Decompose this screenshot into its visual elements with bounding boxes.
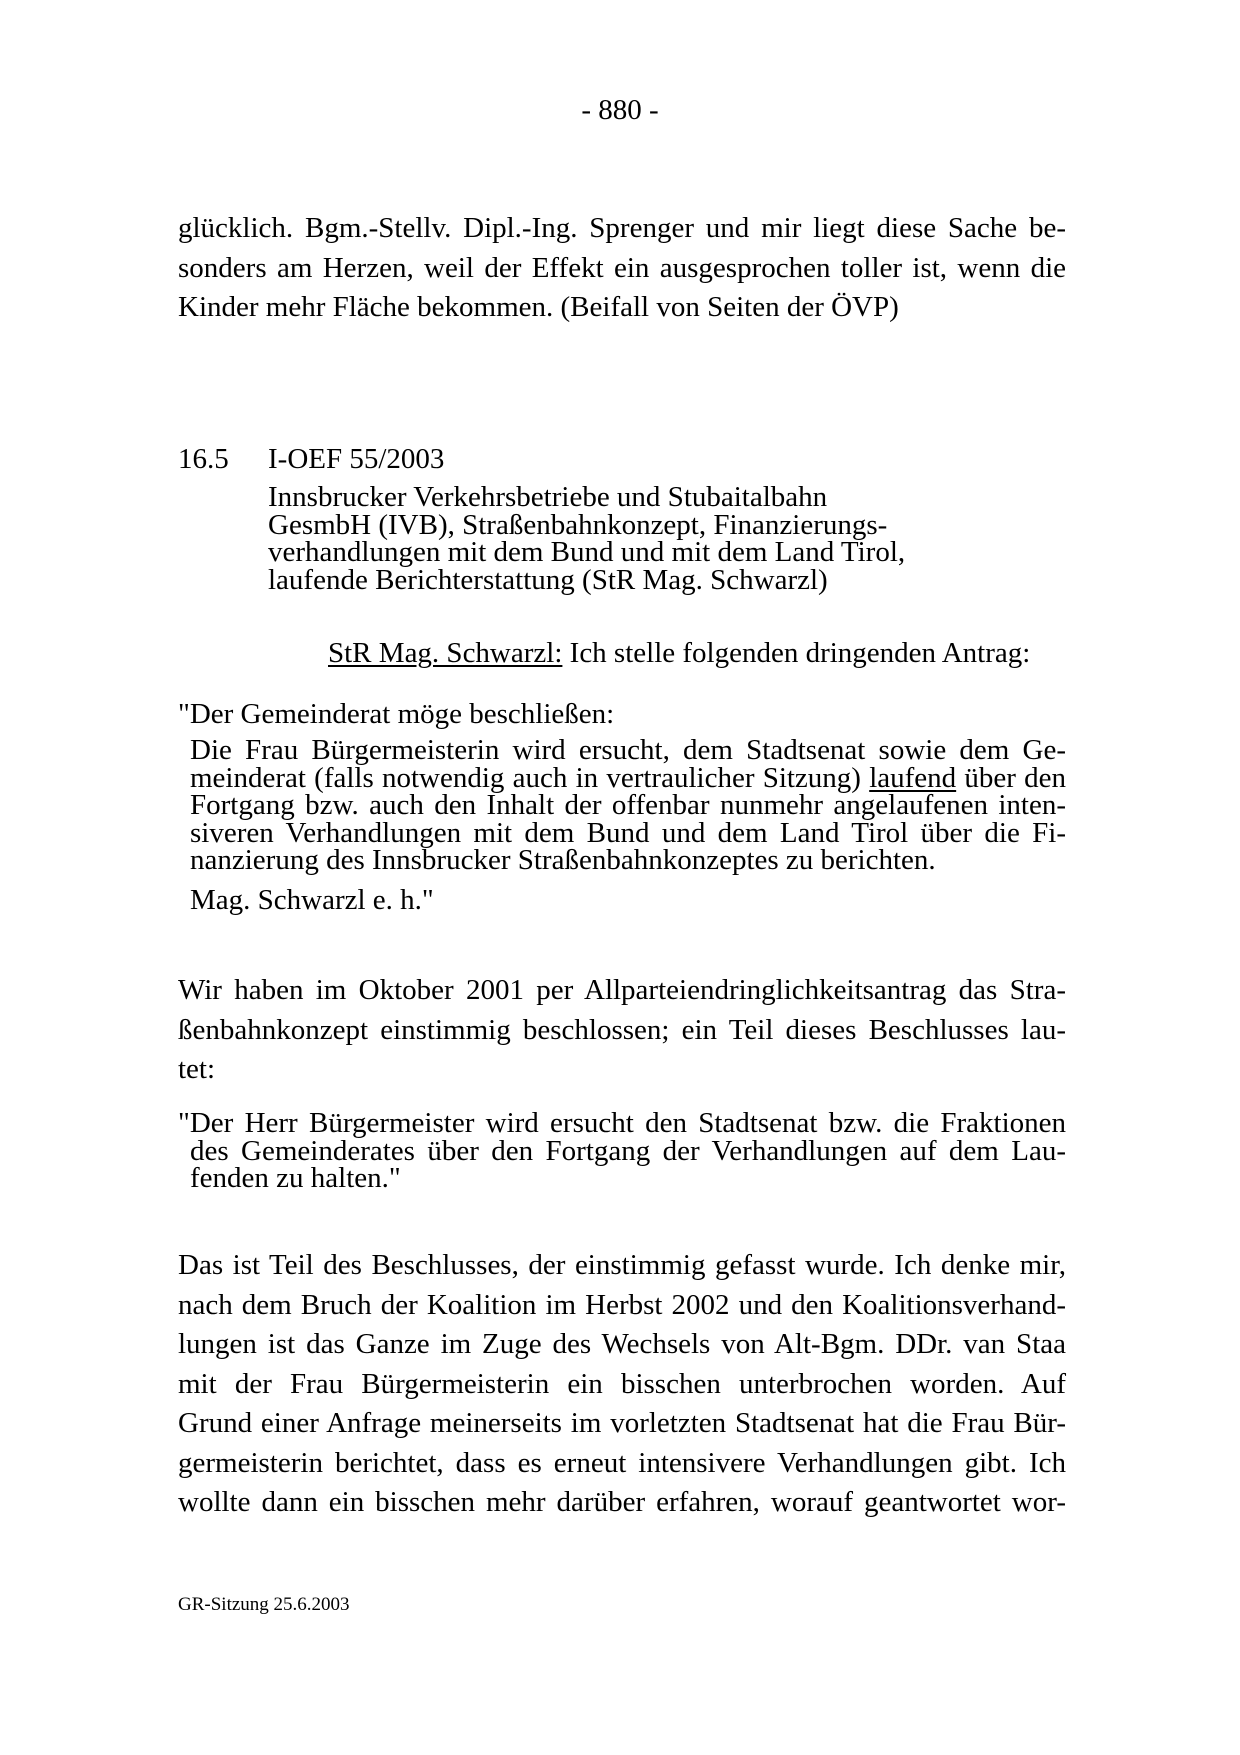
agenda-title-line: verhandlungen mit dem Bund und mit dem Land Tirol, — [268, 536, 906, 568]
motion-opening-block — [178, 696, 1066, 732]
motion-intro-text: Ich stelle folgenden dringenden Antrag: — [562, 637, 1031, 669]
paragraph-line: Das ist Teil des Beschlusses, der einstimmig gefasst wurde. Ich denke mir, — [178, 1249, 1066, 1281]
agenda-title-line: laufende Berichterstattung (StR Mag. Schwarzl) — [268, 563, 828, 596]
motion-signature: Mag. Schwarzl e. h." — [190, 884, 434, 916]
agenda-item-title — [268, 481, 906, 596]
motion-line-text: meinderat (falls notwendig auch in vertraulicher Sitzung) — [190, 761, 870, 794]
motion-line: Die Frau Bürgermeisterin wird ersucht, dem Stadtsenat sowie dem Ge- — [190, 734, 1066, 766]
quote-line: "Der Herr Bürgermeister wird ersucht den Stadtsenat bzw. die Fraktionen — [178, 1107, 1066, 1139]
agenda-item-number: 16.5 — [178, 443, 229, 475]
paragraph-line: Wir haben im Oktober 2001 per Allparteiendringlichkeitsantrag das Stra- — [178, 974, 1066, 1006]
motion-line: siveren Verhandlungen mit dem Bund und dem Land Tirol über die Fi- — [190, 816, 1066, 849]
motion-opening: "Der Gemeinderat möge beschließen: — [178, 698, 615, 730]
motion-line: Fortgang bzw. auch den Inhalt der offenbar nunmehr angelaufenen inten- — [190, 789, 1066, 821]
intro-paragraph — [178, 209, 1066, 328]
agenda-title-line: GesmbH (IVB), Straßenbahnkonzept, Finanzierungs- — [268, 508, 888, 541]
motion-body — [190, 734, 1066, 876]
motion-speaker: StR Mag. Schwarzl: — [328, 637, 563, 669]
motion-intro — [328, 635, 1030, 671]
intro-line: sonders am Herzen, weil der Effekt ein ausgesprochen toller ist, wenn die — [178, 251, 1066, 284]
paragraph-2 — [178, 971, 1066, 1090]
quote-line: fenden zu halten." — [190, 1162, 401, 1194]
quote-line: des Gemeinderates über den Fortgang der Verhandlungen auf dem Lau- — [190, 1134, 1066, 1167]
paragraph-line: tet: — [178, 1053, 216, 1085]
paragraph-line: ßenbahnkonzept einstimmig beschlossen; ein Teil dieses Beschlusses lau- — [178, 1013, 1066, 1046]
agenda-title-line: Innsbrucker Verkehrsbetriebe und Stubaitalbahn — [268, 481, 828, 513]
intro-line: glücklich. Bgm.-Stellv. Dipl.-Ing. Sprenger und mir liegt diese Sache be- — [178, 212, 1066, 244]
paragraph-3 — [178, 1246, 1066, 1523]
quote-block — [178, 1107, 1066, 1194]
page-footer: GR-Sitzung 25.6.2003 — [178, 1594, 350, 1615]
agenda-item-code: I-OEF 55/2003 — [268, 443, 445, 475]
page-number: - 880 - — [581, 94, 659, 126]
motion-underlined-word: laufend — [869, 761, 957, 794]
motion-line-text: über den — [956, 761, 1066, 794]
paragraph-line: nach dem Bruch der Koalition im Herbst 2002 und den Koalitionsverhand- — [178, 1288, 1066, 1321]
motion-line: nanzierung des Innsbrucker Straßenbahnkonzeptes zu berichten. — [190, 844, 936, 876]
paragraph-line: germeisterin berichtet, dass es erneut intensivere Verhandlungen gibt. Ich — [178, 1446, 1066, 1479]
paragraph-line: Grund einer Anfrage meinerseits im vorletzten Stadtsenat hat die Frau Bür- — [178, 1407, 1066, 1439]
paragraph-line: lungen ist das Ganze im Zuge des Wechsels von Alt-Bgm. DDr. van Staa — [178, 1328, 1066, 1360]
paragraph-line: wollte dann ein bisschen mehr darüber erfahren, worauf geantwortet wor- — [178, 1486, 1066, 1518]
intro-line: Kinder mehr Fläche bekommen. (Beifall von Seiten der ÖVP) — [178, 291, 899, 323]
paragraph-line: mit der Frau Bürgermeisterin ein bisschen unterbrochen worden. Auf — [178, 1367, 1066, 1400]
motion-line — [190, 761, 1066, 794]
